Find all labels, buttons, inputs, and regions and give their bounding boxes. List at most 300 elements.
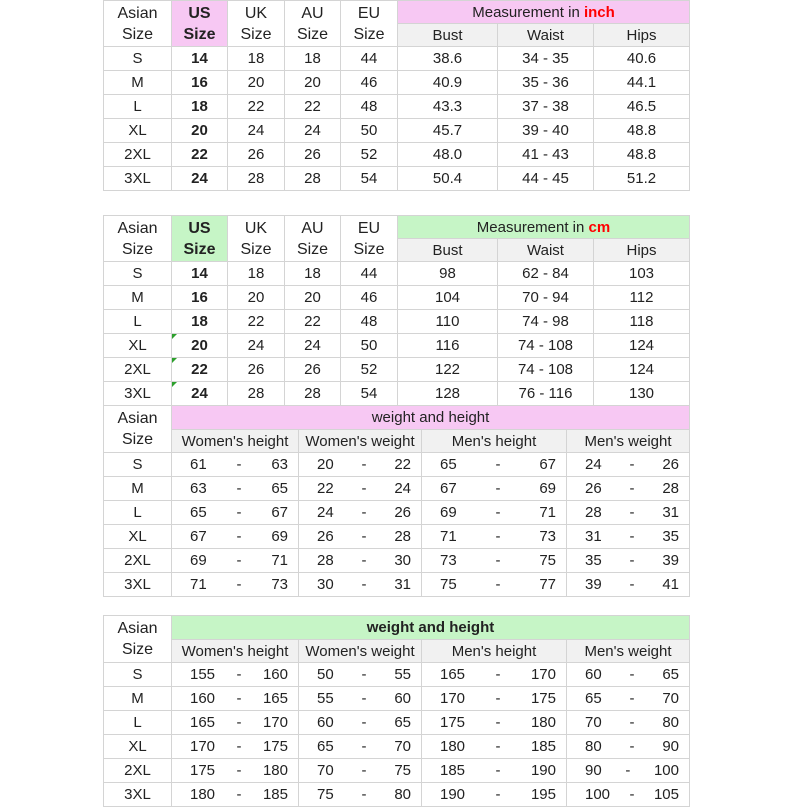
eu-cell: 48: [341, 310, 398, 334]
mh-range-cell: [422, 663, 567, 687]
range-dash: -: [629, 576, 635, 593]
eu-cell: 44: [341, 47, 398, 71]
size-table-inch: [103, 0, 690, 191]
au-cell: 28: [285, 382, 341, 406]
uk-size-header: UK Size: [228, 216, 285, 262]
range-max: 22: [394, 456, 411, 473]
table-row: [104, 310, 690, 334]
eu-cell: 46: [341, 71, 398, 95]
range-dash: -: [361, 576, 367, 593]
range-min: 69: [440, 504, 457, 521]
range-dash: -: [361, 528, 367, 545]
range-min: 155: [190, 666, 216, 683]
hips-cell: 48.8: [594, 119, 690, 143]
range-min: 26: [317, 528, 334, 545]
range-max: 67: [271, 504, 288, 521]
range-max: 65: [394, 714, 411, 731]
inch-rows: [104, 47, 690, 191]
us-size-value: 16: [191, 74, 208, 91]
us-cell: [172, 358, 228, 382]
uk-cell: 28: [228, 382, 285, 406]
eu-cell: 44: [341, 262, 398, 286]
mh-range-cell: [422, 711, 567, 735]
us-size-value: 14: [191, 50, 208, 67]
eu-cell: 52: [341, 143, 398, 167]
size-cell: M: [104, 477, 172, 501]
asian-size-header: Asian Size: [104, 1, 172, 47]
range-max: 185: [262, 786, 288, 803]
size-cell: 3XL: [104, 783, 172, 807]
hips-cell: 130: [594, 382, 690, 406]
range-min: 70: [317, 762, 334, 779]
range-min: 100: [585, 786, 611, 803]
range: [172, 715, 298, 730]
table-row: [104, 119, 690, 143]
range-max: 190: [530, 762, 556, 779]
range-min: 61: [190, 456, 207, 473]
range-dash: -: [236, 762, 242, 779]
range-max: 65: [271, 480, 288, 497]
range: [172, 763, 298, 778]
au-cell: 18: [285, 262, 341, 286]
wh-range-cell: [172, 573, 299, 597]
range-min: 180: [190, 786, 216, 803]
hips-cell: 112: [594, 286, 690, 310]
waist-cell: 62 - 84: [498, 262, 594, 286]
bust-cell: 98: [398, 262, 498, 286]
mw-range-cell: [567, 525, 690, 549]
ww-range-cell: [299, 573, 422, 597]
uk-cell: 24: [228, 119, 285, 143]
range-max: 31: [662, 504, 680, 521]
range-max: 73: [539, 528, 556, 545]
range-max: 69: [271, 528, 288, 545]
range-dash: -: [236, 714, 242, 731]
range-min: 69: [190, 552, 207, 569]
wh-range-cell: [172, 711, 299, 735]
range-max: 63: [271, 456, 288, 473]
eu-cell: 46: [341, 286, 398, 310]
range-max: 170: [262, 714, 288, 731]
range-min: 31: [585, 528, 602, 545]
range-min: 24: [317, 504, 334, 521]
range-dash: -: [236, 576, 242, 593]
waist-cell: 41 - 43: [498, 143, 594, 167]
wh-range-cell: [172, 477, 299, 501]
range-min: 26: [585, 480, 602, 497]
table-row: [104, 783, 690, 807]
us-size-header: US Size: [172, 1, 228, 47]
asian-size-header: Asian Size: [104, 216, 172, 262]
mh-range-cell: [422, 573, 567, 597]
wh-range-cell: [172, 525, 299, 549]
wh-imperial-rows: [104, 453, 690, 597]
us-size-value: 20: [191, 122, 208, 139]
table-row: [104, 735, 690, 759]
womens-weight-header: Women's weight: [299, 640, 422, 663]
range-max: 73: [271, 576, 288, 593]
range: [172, 529, 298, 544]
table-row: [104, 663, 690, 687]
range-min: 190: [440, 786, 466, 803]
range-min: 175: [440, 714, 466, 731]
size-cell: 2XL: [104, 358, 172, 382]
range-max: 65: [662, 666, 679, 683]
ww-range-cell: [299, 663, 422, 687]
range-min: 160: [190, 690, 216, 707]
us-size-value: 22: [191, 146, 208, 163]
range: [299, 577, 421, 592]
range: [299, 457, 421, 472]
size-cell: L: [104, 501, 172, 525]
range-dash: -: [629, 456, 635, 473]
weight-height-table-1: [103, 405, 690, 597]
table-row: [104, 525, 690, 549]
eu-cell: 54: [341, 167, 398, 191]
range: [422, 667, 566, 682]
range-dash: -: [361, 666, 367, 683]
table-row: [104, 382, 690, 406]
us-size-value: 22: [191, 361, 208, 378]
range-dash: -: [236, 456, 242, 473]
uk-cell: 26: [228, 358, 285, 382]
range-min: 20: [317, 456, 334, 473]
range-min: 75: [440, 576, 457, 593]
range-max: 170: [530, 666, 556, 683]
range-max: 24: [394, 480, 411, 497]
bust-cell: 110: [398, 310, 498, 334]
range: [299, 739, 421, 754]
range: [299, 505, 421, 520]
bust-cell: 128: [398, 382, 498, 406]
bust-cell: 45.7: [398, 119, 498, 143]
wh-range-cell: [172, 549, 299, 573]
uk-cell: 22: [228, 310, 285, 334]
mh-range-cell: [422, 783, 567, 807]
range-dash: -: [629, 528, 635, 545]
womens-weight-header: Women's weight: [299, 430, 422, 453]
us-size-value: 24: [191, 170, 208, 187]
au-cell: 20: [285, 286, 341, 310]
cm-rows: [104, 262, 690, 406]
range-dash: -: [361, 552, 367, 569]
range-min: 71: [440, 528, 457, 545]
au-cell: 20: [285, 71, 341, 95]
uk-cell: 18: [228, 47, 285, 71]
us-cell: [172, 310, 228, 334]
range-max: 28: [662, 480, 680, 497]
range: [422, 577, 566, 592]
range-dash: -: [361, 786, 367, 803]
ww-range-cell: [299, 525, 422, 549]
uk-cell: 22: [228, 95, 285, 119]
range-min: 80: [585, 738, 602, 755]
mh-range-cell: [422, 735, 567, 759]
range-max: 180: [530, 714, 556, 731]
waist-cell: 39 - 40: [498, 119, 594, 143]
range-dash: -: [236, 480, 242, 497]
range: [172, 739, 298, 754]
range-max: 175: [262, 738, 288, 755]
range-dash: -: [629, 786, 635, 803]
mw-range-cell: [567, 759, 690, 783]
range-max: 80: [394, 786, 411, 803]
us-cell: [172, 334, 228, 358]
size-cell: L: [104, 711, 172, 735]
range-max: 175: [530, 690, 556, 707]
uk-size-header: UK Size: [228, 1, 285, 47]
size-cell: S: [104, 47, 172, 71]
range-min: 65: [585, 690, 602, 707]
asian-size-header: Asian Size: [104, 616, 172, 663]
size-cell: 3XL: [104, 167, 172, 191]
range-max: 55: [394, 666, 411, 683]
waist-cell: 35 - 36: [498, 71, 594, 95]
us-cell: [172, 382, 228, 406]
size-cell: XL: [104, 119, 172, 143]
table-row: [104, 95, 690, 119]
range-max: 71: [539, 504, 556, 521]
au-cell: 26: [285, 143, 341, 167]
range-min: 67: [190, 528, 207, 545]
range: [567, 739, 689, 754]
womens-height-header: Women's height: [172, 430, 299, 453]
us-cell: [172, 95, 228, 119]
range-max: 185: [530, 738, 556, 755]
range: [299, 481, 421, 496]
range-max: 195: [530, 786, 556, 803]
range-min: 60: [585, 666, 602, 683]
range-max: 26: [662, 456, 680, 473]
range-dash: -: [236, 552, 242, 569]
au-size-header: AU Size: [285, 1, 341, 47]
range-max: 28: [394, 528, 411, 545]
hips-cell: 44.1: [594, 71, 690, 95]
table-row: [104, 358, 690, 382]
range: [567, 529, 689, 544]
size-cell: S: [104, 262, 172, 286]
table-row: [104, 143, 690, 167]
size-cell: L: [104, 310, 172, 334]
uk-cell: 18: [228, 262, 285, 286]
range-dash: -: [629, 480, 635, 497]
range-min: 70: [585, 714, 602, 731]
range-max: 160: [262, 666, 288, 683]
range-min: 35: [585, 552, 602, 569]
au-size-header: AU Size: [285, 216, 341, 262]
range-min: 170: [190, 738, 216, 755]
range-min: 170: [440, 690, 466, 707]
range-min: 39: [585, 576, 602, 593]
range-dash: -: [495, 576, 501, 593]
ww-range-cell: [299, 711, 422, 735]
range-min: 67: [440, 480, 457, 497]
range-min: 185: [440, 762, 466, 779]
range-max: 77: [539, 576, 556, 593]
range-dash: -: [495, 528, 501, 545]
range: [299, 667, 421, 682]
waist-cell: 44 - 45: [498, 167, 594, 191]
range-min: 73: [440, 552, 457, 569]
waist-cell: 70 - 94: [498, 286, 594, 310]
range-dash: -: [629, 690, 635, 707]
table-row: [104, 549, 690, 573]
range: [172, 481, 298, 496]
eu-cell: 54: [341, 382, 398, 406]
range-min: 24: [585, 456, 602, 473]
range-dash: -: [495, 786, 501, 803]
range-max: 75: [394, 762, 411, 779]
table-row: [104, 711, 690, 735]
range-max: 41: [662, 576, 680, 593]
size-cell: 3XL: [104, 573, 172, 597]
range-min: 165: [440, 666, 466, 683]
range-max: 35: [662, 528, 680, 545]
range-dash: -: [236, 528, 242, 545]
waist-cell: 34 - 35: [498, 47, 594, 71]
uk-cell: 26: [228, 143, 285, 167]
uk-cell: 28: [228, 167, 285, 191]
table-row: [104, 262, 690, 286]
range: [422, 715, 566, 730]
range-dash: -: [236, 738, 242, 755]
ww-range-cell: [299, 477, 422, 501]
mw-range-cell: [567, 477, 690, 501]
us-size-header: US Size: [172, 216, 228, 262]
us-cell: [172, 262, 228, 286]
range-dash: -: [495, 480, 501, 497]
range-min: 75: [317, 786, 334, 803]
ww-range-cell: [299, 783, 422, 807]
range: [299, 763, 421, 778]
range-min: 180: [440, 738, 466, 755]
mh-range-cell: [422, 549, 567, 573]
waist-header: Waist: [498, 24, 594, 47]
range: [172, 667, 298, 682]
au-cell: 22: [285, 95, 341, 119]
size-cell: L: [104, 95, 172, 119]
bust-cell: 40.9: [398, 71, 498, 95]
us-cell: [172, 47, 228, 71]
size-cell: 2XL: [104, 143, 172, 167]
range-max: 165: [262, 690, 288, 707]
range-dash: -: [625, 762, 631, 779]
waist-header: Waist: [498, 239, 594, 262]
range-dash: -: [629, 552, 635, 569]
ww-range-cell: [299, 759, 422, 783]
range: [567, 691, 689, 706]
cell-marker-icon: [172, 382, 177, 387]
bust-cell: 122: [398, 358, 498, 382]
range-min: 50: [317, 666, 334, 683]
range: [172, 577, 298, 592]
weight-height-title: weight and height: [172, 406, 690, 430]
mw-range-cell: [567, 549, 690, 573]
wh-range-cell: [172, 735, 299, 759]
hips-cell: 48.8: [594, 143, 690, 167]
eu-size-header: EU Size: [341, 216, 398, 262]
range-dash: -: [495, 456, 501, 473]
range: [567, 481, 689, 496]
mw-range-cell: [567, 573, 690, 597]
bust-cell: 50.4: [398, 167, 498, 191]
range: [422, 553, 566, 568]
range-min: 63: [190, 480, 207, 497]
table-row: [104, 759, 690, 783]
range-dash: -: [629, 504, 635, 521]
mens-weight-header: Men's weight: [567, 640, 690, 663]
ww-range-cell: [299, 549, 422, 573]
range-dash: -: [629, 714, 635, 731]
asian-size-header: Asian Size: [104, 406, 172, 453]
us-size-value: 16: [191, 289, 208, 306]
range-dash: -: [629, 666, 635, 683]
hips-header: Hips: [594, 239, 690, 262]
bust-header: Bust: [398, 239, 498, 262]
range-max: 69: [539, 480, 556, 497]
range-max: 26: [394, 504, 411, 521]
range-dash: -: [361, 762, 367, 779]
range-min: 71: [190, 576, 207, 593]
mh-range-cell: [422, 525, 567, 549]
waist-cell: 74 - 108: [498, 334, 594, 358]
size-cell: 2XL: [104, 759, 172, 783]
cell-marker-icon: [172, 334, 177, 339]
range-max: 31: [394, 576, 411, 593]
us-cell: [172, 286, 228, 310]
ww-range-cell: [299, 687, 422, 711]
range-dash: -: [361, 738, 367, 755]
range-min: 28: [585, 504, 602, 521]
wh-range-cell: [172, 663, 299, 687]
range: [422, 691, 566, 706]
range-dash: -: [629, 738, 635, 755]
us-cell: [172, 119, 228, 143]
unit-label: inch: [583, 3, 615, 21]
range: [422, 763, 566, 778]
wh-metric-rows: [104, 663, 690, 807]
au-cell: 18: [285, 47, 341, 71]
measurement-header: Measurement in inch: [398, 1, 690, 24]
range: [422, 481, 566, 496]
range: [422, 505, 566, 520]
waist-cell: 74 - 98: [498, 310, 594, 334]
size-cell: M: [104, 71, 172, 95]
waist-cell: 74 - 108: [498, 358, 594, 382]
range: [567, 457, 689, 472]
range: [567, 553, 689, 568]
us-cell: [172, 143, 228, 167]
waist-cell: 37 - 38: [498, 95, 594, 119]
hips-cell: 124: [594, 334, 690, 358]
bust-cell: 48.0: [398, 143, 498, 167]
wh-range-cell: [172, 687, 299, 711]
us-size-value: 20: [191, 337, 208, 354]
range-max: 60: [394, 690, 411, 707]
ww-range-cell: [299, 453, 422, 477]
range-min: 65: [190, 504, 207, 521]
size-cell: S: [104, 663, 172, 687]
ww-range-cell: [299, 501, 422, 525]
range-max: 100: [653, 762, 679, 779]
range: [299, 715, 421, 730]
range-max: 71: [271, 552, 288, 569]
size-table-cm: [103, 215, 690, 406]
au-cell: 28: [285, 167, 341, 191]
eu-cell: 50: [341, 334, 398, 358]
uk-cell: 24: [228, 334, 285, 358]
table-row: [104, 71, 690, 95]
